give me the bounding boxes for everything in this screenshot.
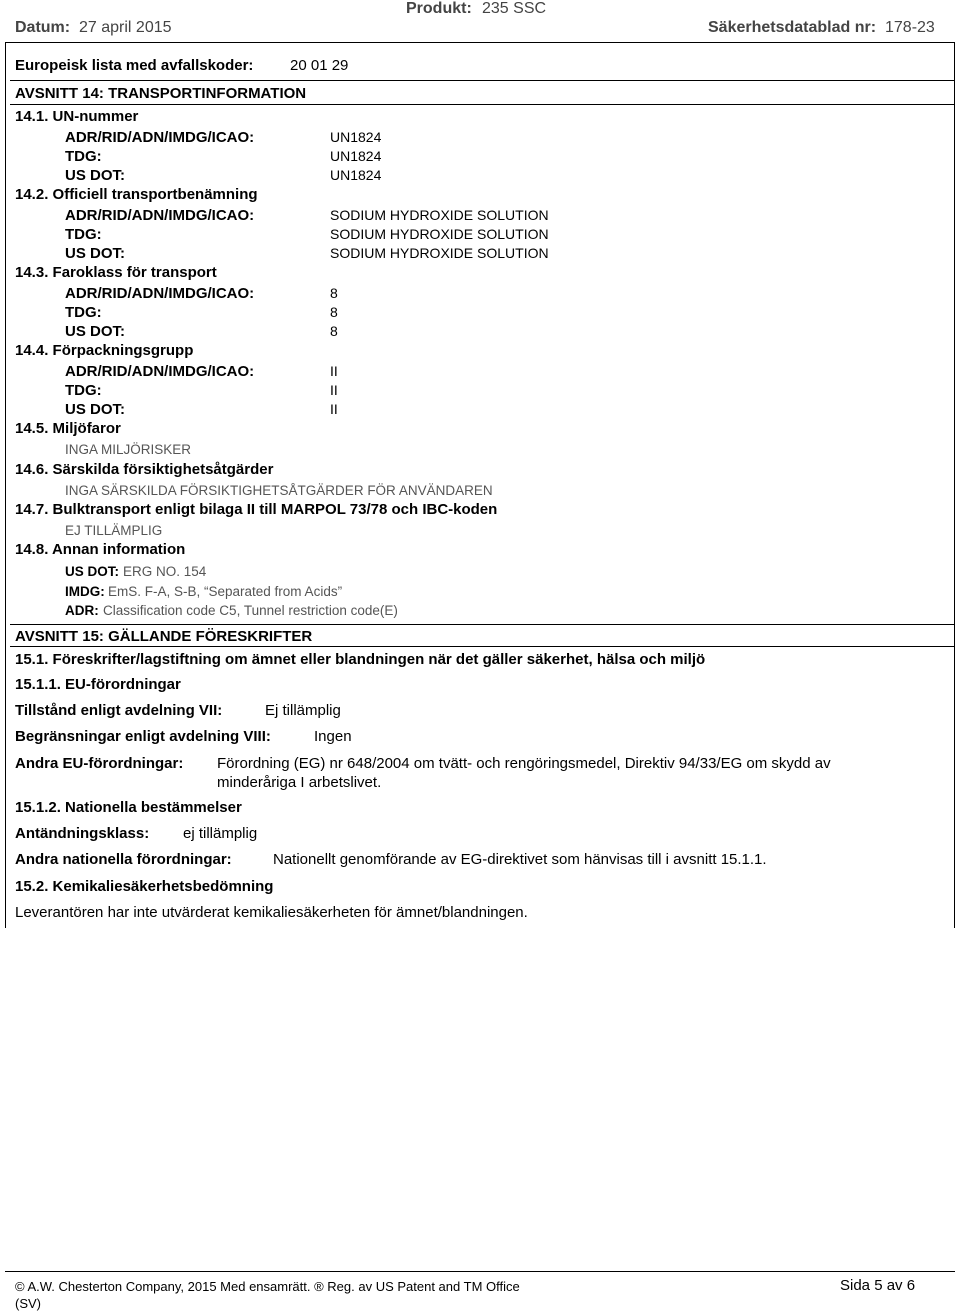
- shipping-name-value: SODIUM HYDROXIDE SOLUTION: [330, 207, 549, 223]
- bulk-transport-text: EJ TILLÄMPLIG: [65, 523, 163, 538]
- flammability-value: ej tillämplig: [183, 825, 258, 842]
- shipping-name-value: SODIUM HYDROXIDE SOLUTION: [330, 245, 549, 261]
- regulations-title: 15.1. Föreskrifter/lagstiftning om ämnet eller blandningen när det gäller säkerhet, hälsa och miljö: [15, 651, 706, 668]
- restrictions-value: Ingen: [314, 728, 352, 745]
- other-adr-value: Classification code C5, Tunnel restriction code(E): [103, 603, 398, 618]
- other-usdot-value: ERG NO. 154: [123, 564, 207, 579]
- chemical-safety-title: 15.2. Kemikaliesäkerhetsbedömning: [15, 878, 274, 895]
- footer-copyright: © A.W. Chesterton Company, 2015 Med ensamrätt. ® Reg. av US Patent and TM Office: [15, 1279, 520, 1294]
- other-national-value: Nationellt genomförande av EG-direktivet som hänvisas till i avsnitt 15.1.1.: [273, 851, 767, 868]
- un-number-title: 14.1. UN-nummer: [15, 108, 139, 125]
- other-national-label: Andra nationella förordningar:: [15, 851, 232, 868]
- frame-right: [954, 42, 955, 928]
- section-14-divider: [10, 104, 955, 105]
- shipping-name-value: SODIUM HYDROXIDE SOLUTION: [330, 226, 549, 242]
- other-info-title: 14.8. Annan information: [15, 541, 186, 558]
- waste-divider: [10, 80, 955, 81]
- un-row-value: UN1824: [330, 167, 382, 183]
- section-15-title: AVSNITT 15: GÄLLANDE FÖRESKRIFTER: [15, 628, 313, 645]
- shipping-name-label: ADR/RID/ADN/IMDG/ICAO:: [65, 207, 255, 224]
- authorisation-value: Ej tillämplig: [265, 702, 341, 719]
- un-row-value: UN1824: [330, 129, 382, 145]
- hazard-class-value: 8: [330, 285, 338, 301]
- date-value: 27 april 2015: [79, 19, 172, 36]
- other-eu-text-line1: Förordning (EG) nr 648/2004 om tvätt- och rengöringsmedel, Direktiv 94/33/EG om skydd av: [217, 755, 831, 772]
- env-hazards-text: INGA MILJÖRISKER: [65, 442, 192, 457]
- un-row-value: UN1824: [330, 148, 382, 164]
- waste-value: 20 01 29: [290, 57, 349, 74]
- waste-label: Europeisk lista med avfallskoder:: [15, 57, 254, 74]
- section-14-title: AVSNITT 14: TRANSPORTINFORMATION: [15, 85, 307, 102]
- un-row-label: TDG:: [65, 148, 102, 165]
- hazard-class-label: ADR/RID/ADN/IMDG/ICAO:: [65, 285, 255, 302]
- footer-page-number: Sida 5 av 6: [840, 1277, 916, 1294]
- packing-group-label: TDG:: [65, 382, 102, 399]
- packing-group-value: II: [330, 382, 338, 398]
- eu-regulations-title: 15.1.1. EU-förordningar: [15, 676, 181, 693]
- env-hazards-title: 14.5. Miljöfaror: [15, 420, 121, 437]
- national-regulations-title: 15.1.2. Nationella bestämmelser: [15, 799, 242, 816]
- header-divider: [5, 42, 955, 43]
- packing-group-value: II: [330, 363, 338, 379]
- other-usdot-label: US DOT:: [65, 564, 119, 579]
- other-adr-label: ADR:: [65, 603, 99, 618]
- shipping-name-label: US DOT:: [65, 245, 125, 262]
- hazard-class-title: 14.3. Faroklass för transport: [15, 264, 217, 281]
- restrictions-label: Begränsningar enligt avdelning VIII:: [15, 728, 271, 745]
- product-value: 235 SSC: [482, 0, 547, 17]
- frame-left: [5, 42, 6, 928]
- packing-group-label: US DOT:: [65, 401, 125, 418]
- sds-value: 178-23: [885, 19, 935, 36]
- un-row-label: US DOT:: [65, 167, 125, 184]
- section-15-divider: [10, 646, 955, 647]
- other-imdg-label: IMDG:: [65, 584, 105, 599]
- product-label: Produkt:: [406, 0, 472, 17]
- sds-label: Säkerhetsdatablad nr:: [708, 19, 877, 36]
- un-row-label: ADR/RID/ADN/IMDG/ICAO:: [65, 129, 255, 146]
- other-eu-text-line2: minderåriga I arbetslivet.: [217, 774, 382, 791]
- packing-group-value: II: [330, 401, 338, 417]
- packing-group-title: 14.4. Förpackningsgrupp: [15, 342, 194, 359]
- special-precautions-text: INGA SÄRSKILDA FÖRSIKTIGHETSÅTGÄRDER FÖR ANVÄNDAREN: [65, 483, 493, 498]
- shipping-name-title: 14.2. Officiell transportbenämning: [15, 186, 258, 203]
- hazard-class-label: US DOT:: [65, 323, 125, 340]
- authorisation-label: Tillstånd enligt avdelning VII:: [15, 702, 223, 719]
- bulk-transport-title: 14.7. Bulktransport enligt bilaga II till MARPOL 73/78 och IBC-koden: [15, 501, 498, 518]
- hazard-class-value: 8: [330, 304, 338, 320]
- special-precautions-title: 14.6. Särskilda försiktighetsåtgärder: [15, 461, 274, 478]
- other-imdg-value: EmS. F-A, S-B, “Separated from Acids”: [108, 584, 343, 599]
- shipping-name-label: TDG:: [65, 226, 102, 243]
- section-15-top-divider: [10, 624, 955, 625]
- packing-group-label: ADR/RID/ADN/IMDG/ICAO:: [65, 363, 255, 380]
- other-eu-label: Andra EU-förordningar:: [15, 755, 184, 772]
- flammability-label: Antändningsklass:: [15, 825, 150, 842]
- date-label: Datum:: [15, 19, 71, 36]
- footer-divider: [5, 1271, 955, 1272]
- footer-language: (SV): [15, 1296, 41, 1311]
- hazard-class-label: TDG:: [65, 304, 102, 321]
- chemical-safety-text: Leverantören har inte utvärderat kemikaliesäkerheten för ämnet/blandningen.: [15, 904, 528, 921]
- hazard-class-value: 8: [330, 323, 338, 339]
